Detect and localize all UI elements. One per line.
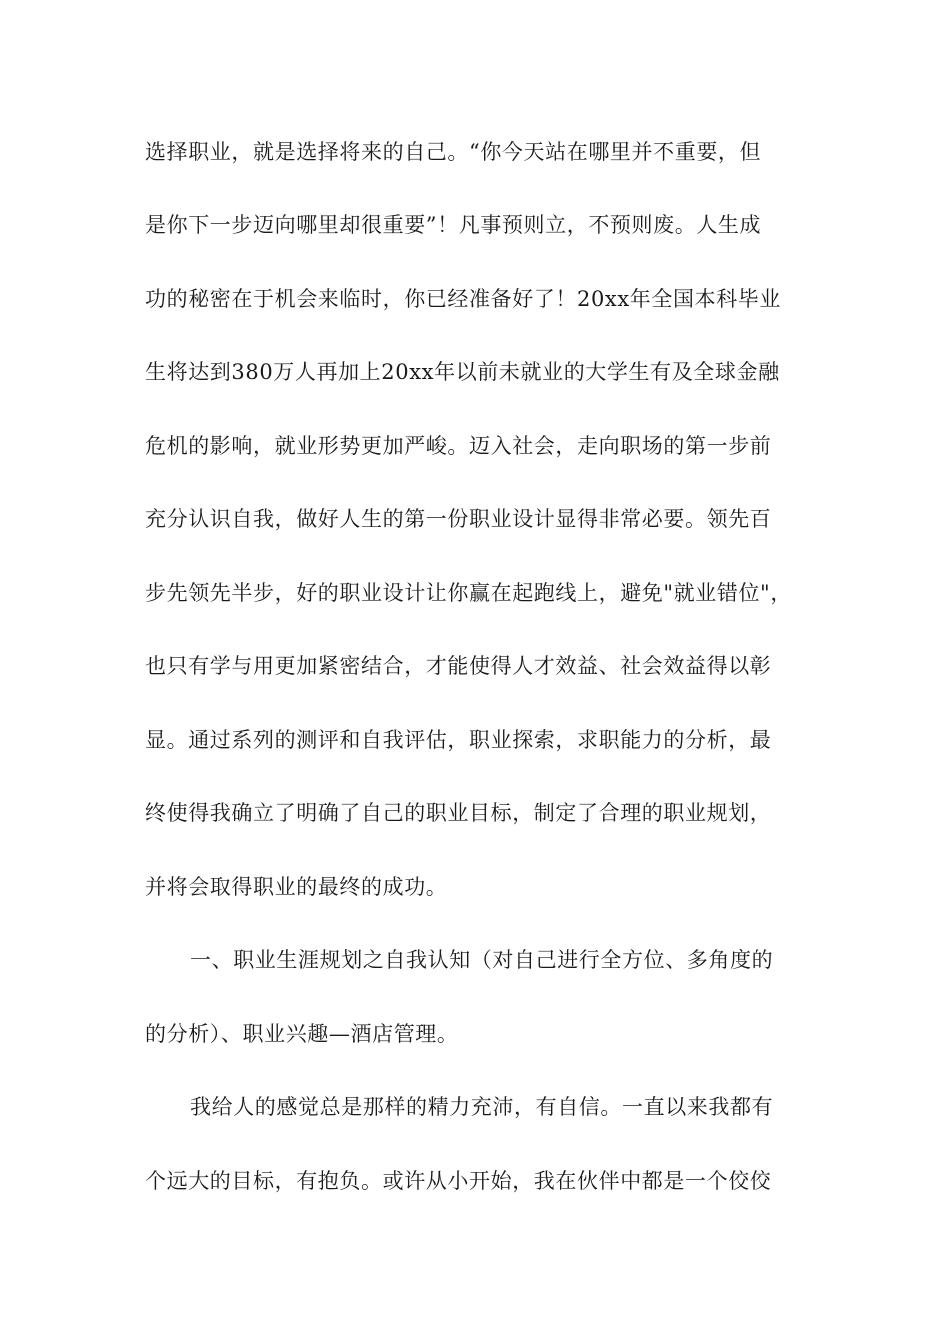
paragraph-line: 充分认识自我，做好人生的第一份职业设计显得非常必要。领先百 bbox=[145, 507, 772, 531]
paragraph-line: 也只有学与用更加紧密结合，才能使得人才效益、社会效益得以彰 bbox=[145, 654, 772, 678]
paragraph-line: 个远大的目标，有抱负。或许从小开始，我在伙伴中都是一个佼佼 bbox=[145, 1169, 772, 1193]
paragraph-line: 我给人的感觉总是那样的精力充沛，有自信。一直以来我都有 bbox=[190, 1095, 774, 1119]
paragraph-line: 危机的影响，就业形势更加严峻。迈入社会，走向职场的第一步前 bbox=[145, 434, 772, 458]
section-heading-line: 一、职业生涯规划之自我认知（对自己进行全方位、多角度的 bbox=[190, 948, 774, 972]
paragraph-line: 步先领先半步，好的职业设计让你赢在起跑线上，避免"就业错位"， bbox=[145, 581, 792, 605]
paragraph-line: 是你下一步迈向哪里却很重要”！凡事预则立，不预则废。人生成 bbox=[145, 213, 762, 237]
paragraph-line: 功的秘密在于机会来临时，你已经准备好了！20xx年全国本科毕业 bbox=[145, 287, 782, 311]
paragraph-line: 生将达到380万人再加上20xx年以前未就业的大学生有及全球金融 bbox=[145, 360, 780, 384]
section-heading-line: 的分析）、职业兴趣—酒店管理。 bbox=[145, 1022, 459, 1046]
paragraph-line: 终使得我确立了明确了自己的职业目标，制定了合理的职业规划， bbox=[145, 801, 772, 825]
paragraph-line: 并将会取得职业的最终的成功。 bbox=[145, 875, 448, 899]
paragraph-line: 选择职业，就是选择将来的自己。“你今天站在哪里并不重要，但 bbox=[145, 140, 762, 164]
paragraph-line: 显。通过系列的测评和自我评估，职业探索，求职能力的分析，最 bbox=[145, 728, 772, 752]
